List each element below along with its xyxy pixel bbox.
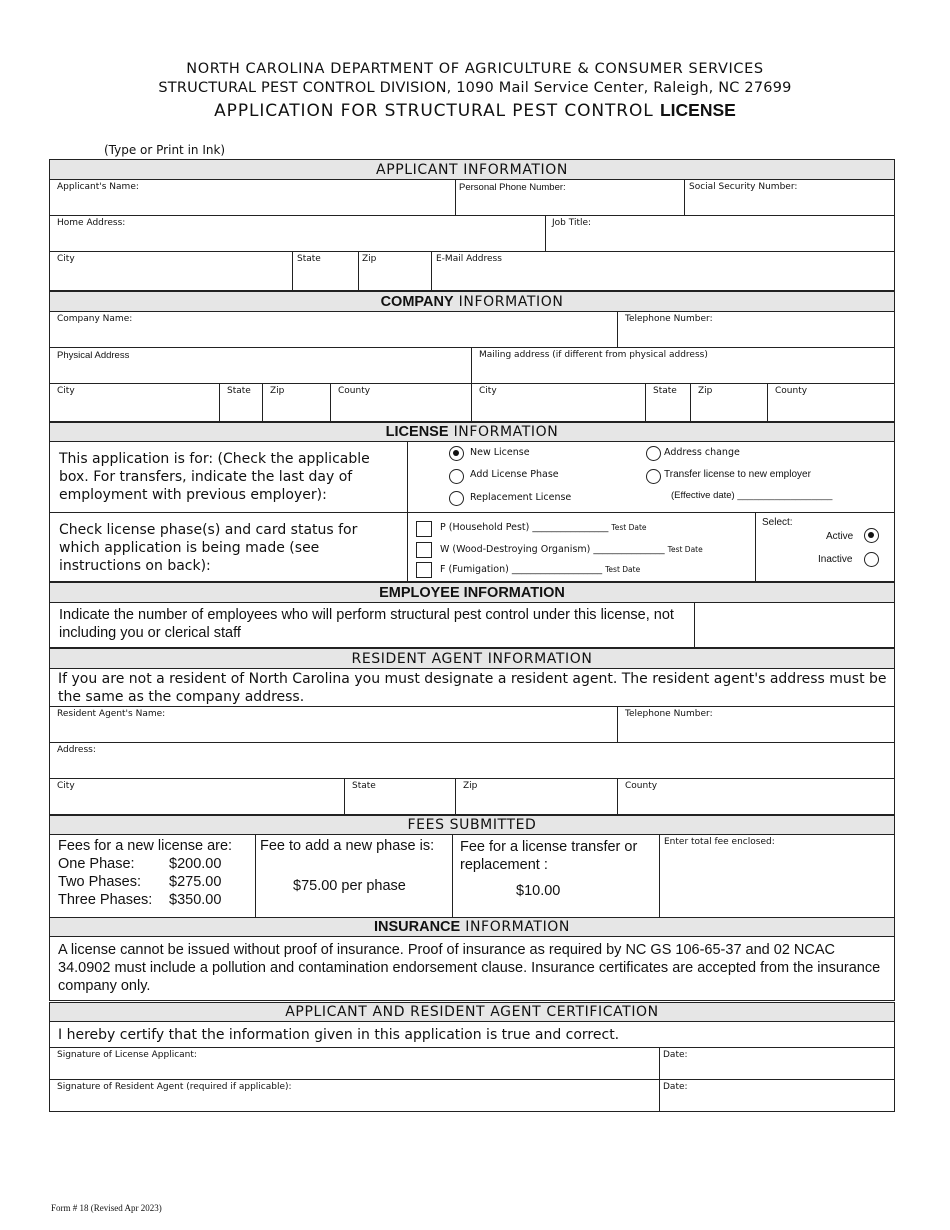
employee-section-header: EMPLOYEE INFORMATION [49, 582, 895, 603]
company-name-field[interactable] [49, 311, 618, 348]
insurance-section-header [49, 917, 895, 937]
replacement-radio[interactable] [449, 491, 464, 506]
ink-instruction: (Type or Print in Ink) [104, 143, 226, 157]
home-address-field[interactable] [49, 215, 546, 252]
agent-address-label: Address: [57, 745, 96, 755]
phase-text: Check license phase(s) and card status for which application is being made (see instructions on back): [59, 522, 358, 574]
form-title-prefix: APPLICATION FOR STRUCTURAL PEST CONTROL [214, 101, 654, 121]
company-state-label: State [227, 386, 251, 396]
insurance-cell [49, 936, 895, 1001]
applicant-name-field[interactable] [49, 179, 456, 216]
phase-w-text: W (Wood-Destroying Organism) _______________ [440, 544, 665, 555]
replacement-label: Replacement License [470, 492, 572, 503]
phase-question-cell [49, 512, 408, 582]
mailing-address-label: Mailing address (if different from physical address) [479, 350, 708, 360]
company-county-field[interactable] [330, 383, 472, 422]
total-fee-label: Enter total fee enclosed: [664, 837, 775, 847]
company-state-field[interactable] [219, 383, 263, 422]
transfer-fee-title: Fee for a license transfer or replacement : [460, 839, 638, 873]
physical-address-label: Physical Address [57, 350, 130, 361]
company-county-label: County [338, 386, 371, 396]
applicant-city-field[interactable] [49, 251, 293, 291]
active-radio[interactable] [864, 528, 879, 543]
company-phone-label: Telephone Number: [625, 314, 713, 324]
agent-county-field[interactable] [617, 778, 895, 815]
employee-question-cell [49, 602, 695, 648]
address-change-radio[interactable] [646, 446, 661, 461]
three-phases-label: Three Phases: [58, 892, 153, 908]
total-fee-field[interactable] [659, 834, 895, 918]
new-license-label: New License [470, 447, 530, 458]
personal-phone-label: Personal Phone Number: [459, 182, 566, 193]
employee-text: Indicate the number of employees who will perform structural pest control under this license, not including you or clerical staff [59, 607, 674, 641]
address-change-label: Address change [664, 447, 740, 458]
one-phase-fee: $200.00 [169, 856, 222, 872]
agent-date-field[interactable] [659, 1079, 895, 1112]
applicant-date-label: Date: [663, 1050, 688, 1060]
agent-county-label: County [625, 781, 658, 791]
company-zip-label: Zip [270, 386, 285, 396]
phase-w-label [440, 544, 703, 555]
form-title [0, 100, 950, 121]
purpose-text: This application is for: (Check the applicable box. For transfers, indicate the last day of employment with previous employer): [59, 451, 370, 503]
applicant-state-label: State [297, 254, 321, 264]
fees-section-header: FEES SUBMITTED [49, 815, 895, 835]
inactive-label: Inactive [818, 554, 853, 565]
applicant-state-field[interactable] [292, 251, 359, 291]
effective-date-field[interactable]: (Effective date) __________________ [671, 490, 833, 501]
home-address-label: Home Address: [57, 218, 126, 228]
applicant-signature-label: Signature of License Applicant: [57, 1050, 197, 1060]
ssn-label: Social Security Number: [689, 182, 798, 192]
new-license-fees-cell [49, 834, 256, 918]
purpose-question-cell [49, 441, 408, 513]
mailing-city-label: City [479, 386, 497, 396]
phase-p-checkbox[interactable] [416, 521, 432, 537]
agent-city-label: City [57, 781, 75, 791]
phase-f-label [440, 564, 640, 575]
transfer-label: Transfer license to new employer [664, 469, 811, 480]
phase-w-checkbox[interactable] [416, 542, 432, 558]
add-phase-radio[interactable] [449, 469, 464, 484]
applicant-date-field[interactable] [659, 1047, 895, 1080]
company-heading-rest: INFORMATION [458, 294, 564, 310]
transfer-radio[interactable] [646, 469, 661, 484]
applicant-zip-label: Zip [362, 254, 377, 264]
transfer-fee-cell [452, 834, 660, 918]
add-phase-label: Add License Phase [470, 469, 559, 480]
phase-f-test-date: Test Date [605, 565, 641, 574]
email-field[interactable] [431, 251, 895, 291]
applicant-signature-field[interactable] [49, 1047, 660, 1080]
agent-signature-label: Signature of Resident Agent (required if applicable): [57, 1082, 292, 1092]
job-title-field[interactable] [545, 215, 895, 252]
agent-address-field[interactable] [49, 742, 895, 779]
agency-name: NORTH CAROLINA DEPARTMENT OF AGRICULTURE & CONSUMER SERVICES [186, 61, 764, 77]
add-phase-fee: $75.00 per phase [293, 878, 406, 894]
transfer-fee: $10.00 [516, 883, 561, 899]
company-city-field[interactable] [49, 383, 220, 422]
physical-address-field[interactable] [49, 347, 472, 384]
agent-name-label: Resident Agent's Name: [57, 709, 166, 719]
insurance-heading-bold: INSURANCE [373, 919, 461, 935]
two-phases-fee: $275.00 [169, 874, 222, 890]
insurance-heading-rest: INFORMATION [465, 919, 570, 935]
agent-state-field[interactable] [344, 778, 456, 815]
phase-p-text: P (Household Pest) ________________ [440, 522, 609, 533]
insurance-text: A license cannot be issued without proof of insurance. Proof of insurance as required by NC GS 106-65-37 and 02 NCAC 34.0902 must include a pollution and contamination endorsement clause. Insurance certificates are accepted from the insurance company only. [58, 942, 881, 994]
form-number: Form # 18 (Revised Apr 2023) [51, 1203, 162, 1213]
form-title-bold: LICENSE [659, 100, 736, 120]
mailing-county-label: County [775, 386, 808, 396]
mailing-zip-field[interactable] [690, 383, 768, 422]
phase-f-checkbox[interactable] [416, 562, 432, 578]
company-name-label: Company Name: [57, 314, 133, 324]
certification-statement-cell [49, 1021, 895, 1048]
new-fees-title: Fees for a new license are: [58, 838, 233, 854]
two-phases-label: Two Phases: [58, 874, 142, 890]
applicant-name-label: Applicant's Name: [57, 182, 139, 192]
phase-p-label [440, 522, 647, 533]
phase-w-test-date: Test Date [667, 545, 703, 554]
division-address: STRUCTURAL PEST CONTROL DIVISION, 1090 Mail Service Center, Raleigh, NC 27699 [158, 80, 792, 96]
agent-zip-label: Zip [463, 781, 478, 791]
phase-f-text: F (Fumigation) ___________________ [440, 564, 603, 575]
phase-p-test-date: Test Date [611, 523, 647, 532]
company-city-label: City [57, 386, 75, 396]
agent-section-header: RESIDENT AGENT INFORMATION [49, 648, 895, 669]
add-phase-title: Fee to add a new phase is: [260, 838, 435, 854]
company-heading-bold: COMPANY [380, 294, 454, 310]
agent-signature-field[interactable] [49, 1079, 660, 1112]
mailing-county-field[interactable] [767, 383, 895, 422]
one-phase-label: One Phase: [58, 856, 135, 872]
agent-date-label: Date: [663, 1082, 688, 1092]
license-heading-bold: LICENSE [385, 424, 449, 440]
email-label: E-Mail Address [436, 254, 502, 264]
company-phone-field[interactable] [617, 311, 895, 348]
agent-phone-label: Telephone Number: [625, 709, 713, 719]
ssn-field[interactable] [684, 179, 895, 216]
three-phases-fee: $350.00 [169, 892, 222, 908]
agent-note-text: If you are not a resident of North Carolina you must designate a resident agent. The resident agent's address must be the same as the company address. [58, 671, 887, 705]
agent-phone-field[interactable] [617, 706, 895, 743]
mailing-state-label: State [653, 386, 677, 396]
certification-section-header: APPLICANT AND RESIDENT AGENT CERTIFICATION [49, 1002, 895, 1022]
agent-city-field[interactable] [49, 778, 345, 815]
mailing-address-field[interactable] [471, 347, 895, 384]
agent-state-label: State [352, 781, 376, 791]
applicant-city-label: City [57, 254, 75, 264]
applicant-section-header: APPLICANT INFORMATION [49, 159, 895, 180]
new-license-radio[interactable] [449, 446, 464, 461]
inactive-radio[interactable] [864, 552, 879, 567]
employee-count-field[interactable] [694, 602, 895, 648]
mailing-state-field[interactable] [645, 383, 691, 422]
company-section-header [49, 291, 895, 312]
mailing-zip-label: Zip [698, 386, 713, 396]
agent-note-cell [49, 668, 895, 707]
personal-phone-field[interactable] [455, 179, 685, 216]
select-label: Select: [762, 517, 793, 528]
job-title-label: Job Title: [552, 218, 592, 228]
add-phase-fee-cell [255, 834, 453, 918]
agent-zip-field[interactable] [455, 778, 618, 815]
agent-name-field[interactable] [49, 706, 618, 743]
active-label: Active [826, 531, 854, 542]
applicant-zip-field[interactable] [358, 251, 432, 291]
certification-text: I hereby certify that the information given in this application is true and correct. [58, 1027, 620, 1043]
mailing-city-field[interactable] [471, 383, 646, 422]
company-zip-field[interactable] [262, 383, 331, 422]
license-heading-rest: INFORMATION [453, 424, 559, 440]
license-section-header [49, 422, 895, 442]
